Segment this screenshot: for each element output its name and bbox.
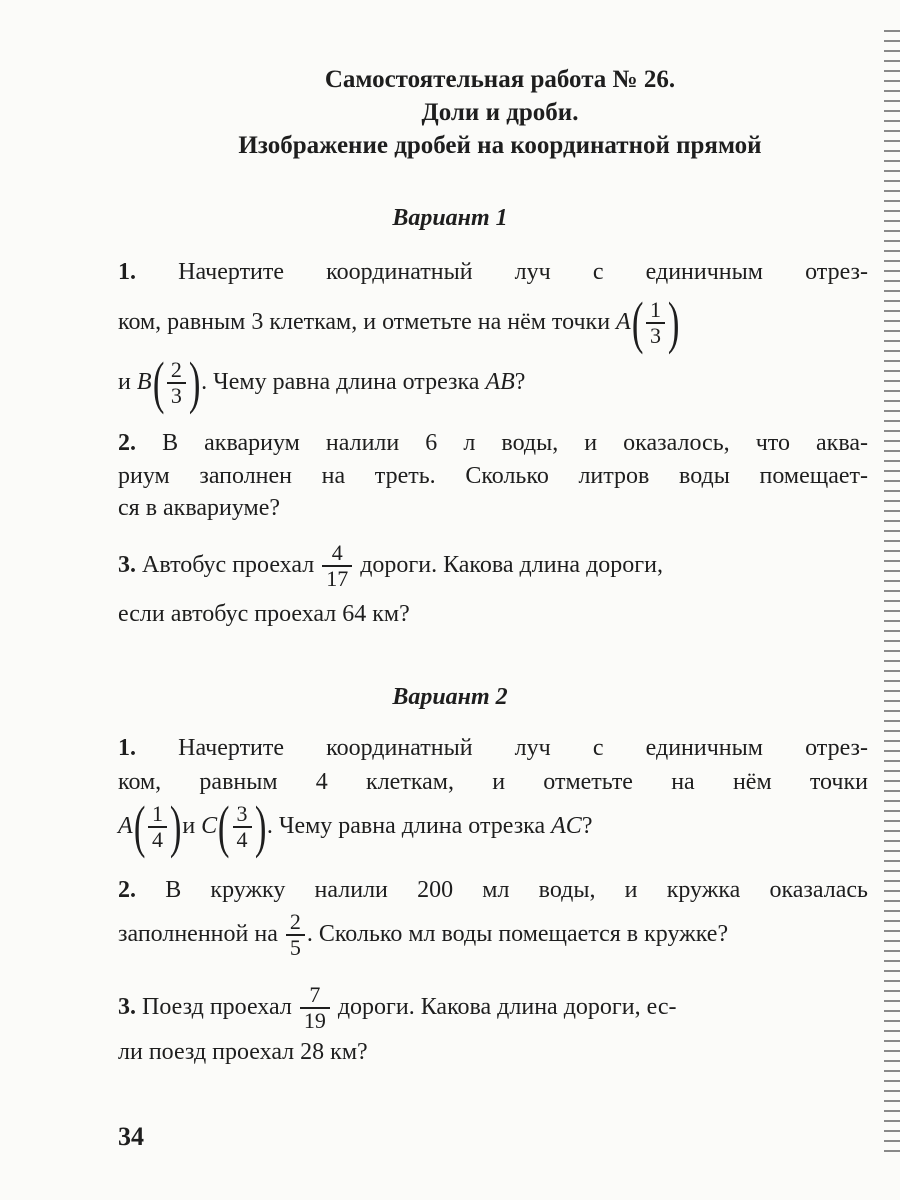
binding-mark — [884, 890, 900, 892]
fraction: $\frac{3}{4}$ — [233, 802, 252, 852]
binding-mark — [884, 180, 900, 182]
binding-mark — [884, 1130, 900, 1132]
binding-mark — [884, 430, 900, 432]
task-number: 2. — [118, 877, 136, 903]
binding-mark — [884, 60, 900, 62]
binding-mark — [884, 40, 900, 42]
binding-mark — [884, 80, 900, 82]
binding-mark — [884, 410, 900, 412]
v2-task1-line1: 1. Начертите координатный луч с единичным отрез- — [118, 735, 868, 761]
task-number: 3. — [118, 552, 136, 578]
point-label: C — [201, 813, 218, 839]
v2-task1-line2: ком, равным 4 клеткам, и отметьте на нём точки — [118, 769, 868, 795]
binding-mark — [884, 870, 900, 872]
binding-mark — [884, 1070, 900, 1072]
binding-mark — [884, 830, 900, 832]
binding-mark — [884, 110, 900, 112]
binding-mark — [884, 1150, 900, 1152]
task-number: 2. — [118, 430, 136, 456]
binding-mark — [884, 50, 900, 52]
binding-mark — [884, 670, 900, 672]
binding-mark — [884, 720, 900, 722]
v2-task3-line1: 3. Поезд проехал $\frac{7}{19}$ дороги. Какова длина дороги, ес- — [118, 982, 677, 1034]
binding-mark — [884, 730, 900, 732]
binding-mark — [884, 840, 900, 842]
binding-mark — [884, 330, 900, 332]
binding-mark — [884, 460, 900, 462]
v2-task3-line2: ли поезд проехал 28 км? — [118, 1039, 368, 1065]
fraction: $\frac{4}{17}$ — [322, 541, 352, 591]
binding-mark — [884, 420, 900, 422]
binding-mark — [884, 950, 900, 952]
binding-mark — [884, 970, 900, 972]
binding-mark — [884, 640, 900, 642]
binding-mark — [884, 700, 900, 702]
binding-mark — [884, 140, 900, 142]
binding-mark — [884, 560, 900, 562]
binding-mark — [884, 940, 900, 942]
binding-mark — [884, 910, 900, 912]
binding-mark — [884, 300, 900, 302]
v1-task2-line3: ся в аквариуме? — [118, 495, 281, 521]
fraction: $\frac{2}{3}$ — [167, 358, 186, 408]
binding-mark — [884, 550, 900, 552]
segment-label: AB — [485, 369, 515, 395]
binding-mark — [884, 810, 900, 812]
binding-mark — [884, 480, 900, 482]
binding-mark — [884, 1080, 900, 1082]
variant-2-heading: Вариант 2 — [392, 684, 508, 710]
binding-mark — [884, 470, 900, 472]
binding-mark — [884, 510, 900, 512]
page-title: Самостоятельная работа № 26. — [324, 66, 676, 93]
binding-mark — [884, 350, 900, 352]
binding-mark — [884, 690, 900, 692]
v2-task1-line3: A( $\frac{1}{4}$ )и C( $\frac{3}{4}$ ). Чему равна длина отрезка AC? — [118, 794, 593, 860]
binding-mark — [884, 160, 900, 162]
binding-mark — [884, 380, 900, 382]
page-number: 34 — [118, 1122, 144, 1151]
binding-mark — [884, 770, 900, 772]
binding-mark — [884, 930, 900, 932]
binding-mark — [884, 580, 900, 582]
binding-mark — [884, 70, 900, 72]
page-topic: Изображение дробей на координатной прямой — [238, 132, 762, 159]
task-number: 3. — [118, 994, 136, 1020]
point-label: B — [136, 369, 152, 395]
v2-task2-line2: заполненной на $\frac{2}{5}$ . Сколько мл воды помещается в кружке? — [118, 909, 729, 961]
binding-mark — [884, 900, 900, 902]
binding-mark — [884, 500, 900, 502]
binding-mark — [884, 740, 900, 742]
binding-mark — [884, 170, 900, 172]
v2-task2-line1: 2. В кружку налили 200 мл воды, и кружка оказалась — [118, 877, 868, 903]
binding-mark — [884, 610, 900, 612]
binding-mark — [884, 210, 900, 212]
binding-mark — [884, 660, 900, 662]
binding-mark — [884, 750, 900, 752]
task-number: 1. — [118, 735, 136, 761]
v1-task1-line3: и B( $\frac{2}{3}$ ). Чему равна длина отрезка AB? — [118, 350, 526, 416]
binding-mark — [884, 600, 900, 602]
fraction: $\frac{1}{4}$ — [148, 802, 167, 852]
binding-mark — [884, 290, 900, 292]
binding-mark — [884, 130, 900, 132]
binding-mark — [884, 440, 900, 442]
binding-mark — [884, 800, 900, 802]
binding-mark — [884, 1030, 900, 1032]
point-label: A — [616, 309, 631, 335]
v1-task3-line2: если автобус проехал 64 км? — [118, 601, 410, 627]
page-subtitle: Доли и дроби. — [421, 99, 579, 126]
binding-mark — [884, 1040, 900, 1042]
binding-mark — [884, 570, 900, 572]
task-number: 1. — [118, 259, 136, 285]
binding-mark — [884, 590, 900, 592]
binding-mark — [884, 310, 900, 312]
v1-task1-line1: 1. Начертите координатный луч с единичным отрез- — [118, 259, 868, 285]
binding-mark — [884, 680, 900, 682]
binding-mark — [884, 850, 900, 852]
binding-mark — [884, 240, 900, 242]
binding-mark — [884, 280, 900, 282]
binding-mark — [884, 1010, 900, 1012]
binding-mark — [884, 90, 900, 92]
binding-mark — [884, 860, 900, 862]
binding-mark — [884, 1060, 900, 1062]
binding-mark — [884, 1050, 900, 1052]
binding-mark — [884, 370, 900, 372]
binding-mark — [884, 1090, 900, 1092]
binding-mark — [884, 340, 900, 342]
binding-mark — [884, 150, 900, 152]
binding-mark — [884, 820, 900, 822]
binding-mark — [884, 220, 900, 222]
binding-mark — [884, 100, 900, 102]
binding-mark — [884, 1100, 900, 1102]
binding-mark — [884, 490, 900, 492]
binding-mark — [884, 1140, 900, 1142]
binding-mark — [884, 960, 900, 962]
binding-mark — [884, 710, 900, 712]
binding-spiral — [876, 30, 900, 1170]
binding-mark — [884, 400, 900, 402]
fraction: $\frac{7}{19}$ — [300, 983, 330, 1033]
binding-mark — [884, 250, 900, 252]
binding-mark — [884, 1110, 900, 1112]
binding-mark — [884, 270, 900, 272]
binding-mark — [884, 990, 900, 992]
binding-mark — [884, 30, 900, 32]
binding-mark — [884, 1020, 900, 1022]
binding-mark — [884, 360, 900, 362]
binding-mark — [884, 520, 900, 522]
binding-mark — [884, 790, 900, 792]
binding-mark — [884, 540, 900, 542]
binding-mark — [884, 760, 900, 762]
binding-mark — [884, 230, 900, 232]
binding-mark — [884, 1000, 900, 1002]
binding-mark — [884, 1120, 900, 1122]
v1-task2-line1: 2. В аквариум налили 6 л воды, и оказалось, что аква- — [118, 430, 868, 456]
binding-mark — [884, 120, 900, 122]
fraction: $\frac{1}{3}$ — [646, 298, 665, 348]
v1-task3-line1: 3. Автобус проехал $\frac{4}{17}$ дороги. Какова длина дороги, — [118, 540, 663, 592]
binding-mark — [884, 980, 900, 982]
v1-task2-line2: риум заполнен на треть. Сколько литров воды помещает- — [118, 463, 868, 489]
binding-mark — [884, 620, 900, 622]
binding-mark — [884, 880, 900, 882]
binding-mark — [884, 320, 900, 322]
fraction: $\frac{2}{5}$ — [286, 910, 305, 960]
v1-task1-line2: ком, равным 3 клеткам, и отметьте на нём точки A( $\frac{1}{3}$ ) — [118, 290, 680, 356]
binding-mark — [884, 260, 900, 262]
binding-mark — [884, 450, 900, 452]
binding-mark — [884, 780, 900, 782]
segment-label: AC — [551, 813, 582, 839]
binding-mark — [884, 920, 900, 922]
binding-mark — [884, 390, 900, 392]
binding-mark — [884, 530, 900, 532]
variant-1-heading: Вариант 1 — [392, 205, 508, 231]
binding-mark — [884, 630, 900, 632]
binding-mark — [884, 650, 900, 652]
binding-mark — [884, 200, 900, 202]
binding-mark — [884, 190, 900, 192]
point-label: A — [118, 813, 133, 839]
